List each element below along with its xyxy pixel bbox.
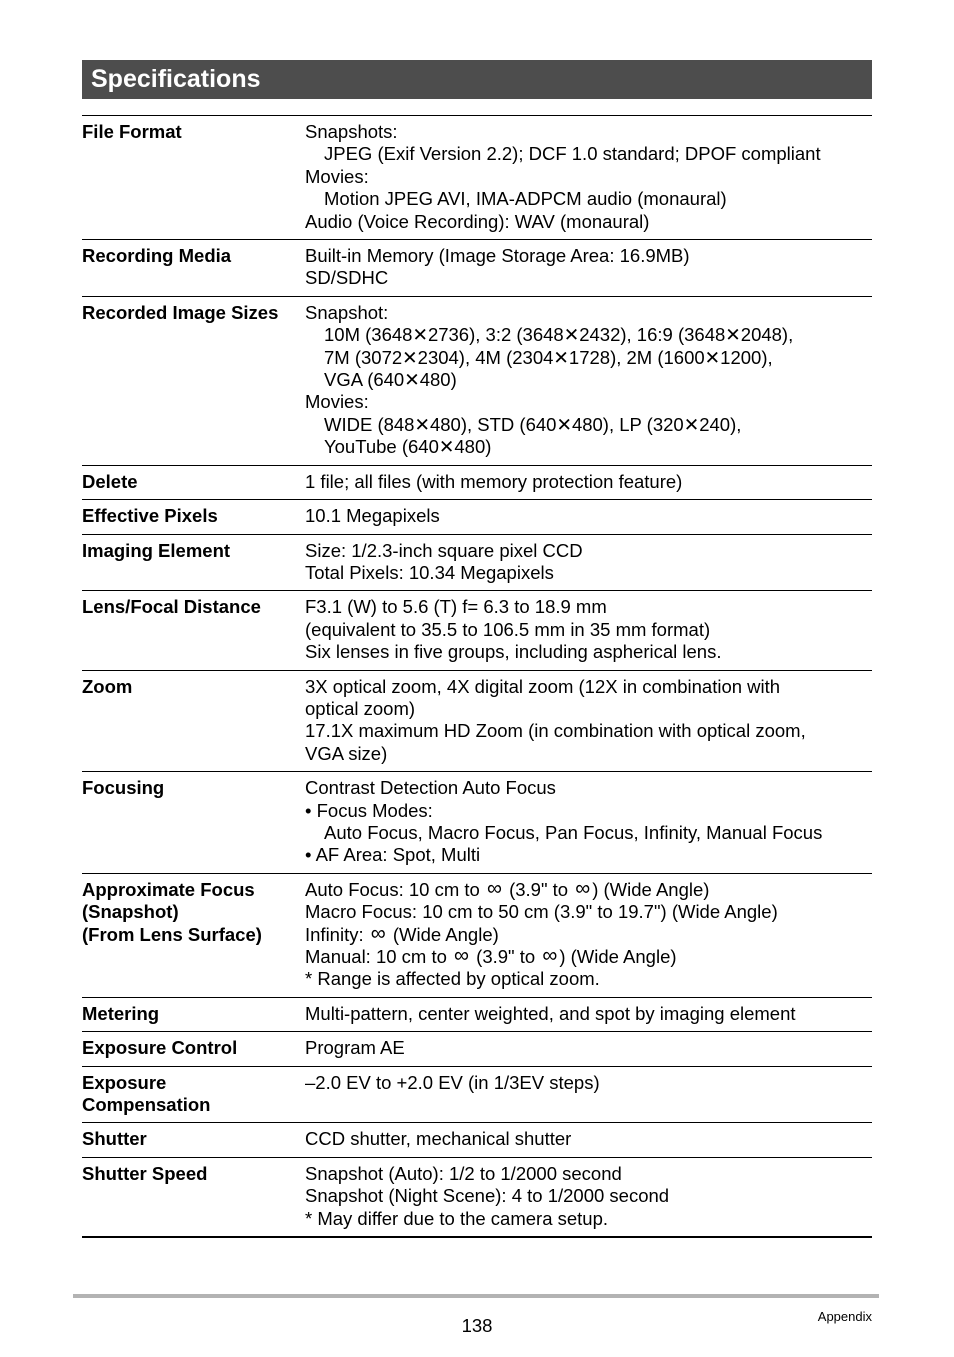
spec-row (82, 771, 872, 873)
spec-value (305, 676, 872, 766)
infinity-symbol: ∞ (454, 944, 470, 967)
spec-label (82, 1128, 305, 1150)
spec-value (305, 1003, 872, 1025)
spec-value (305, 302, 872, 459)
spec-label (82, 1003, 305, 1025)
spec-value-line: 17.1X maximum HD Zoom (in combination with optical zoom, (305, 720, 806, 742)
spec-label-line: Delete (82, 470, 138, 492)
specifications-table (82, 115, 872, 1238)
spec-label (82, 777, 305, 867)
spec-label (82, 879, 305, 991)
spec-value-line: Auto Focus: 10 cm to ∞ (3.9" to ∞ ) (Wide Angle) (305, 876, 710, 900)
spec-value-line: 10.1 Megapixels (305, 505, 440, 527)
spec-value (305, 245, 872, 290)
spec-label-line: Exposure (82, 1071, 167, 1093)
spec-value-line: Auto Focus, Macro Focus, Pan Focus, Infinity, Manual Focus (324, 821, 823, 843)
spec-value (305, 1163, 872, 1230)
spec-row (82, 296, 872, 465)
spec-label (82, 676, 305, 766)
spec-label (82, 505, 305, 527)
page-title: Specifications (91, 65, 261, 93)
spec-value-line: 7M (3072✕2304), 4M (2304✕1728), 2M (1600✕1200), (324, 346, 773, 368)
spec-value-line: Snapshot: (305, 301, 389, 323)
spec-value-line: • AF Area: Spot, Multi (305, 844, 481, 866)
spec-label-line: Recording Media (82, 245, 232, 267)
spec-value-line: SD/SDHC (305, 267, 389, 289)
spec-row (82, 465, 872, 499)
infinity-symbol: ∞ (542, 944, 558, 967)
spec-value-line: Built-in Memory (Image Storage Area: 16.9MB) (305, 245, 690, 267)
spec-value (305, 540, 872, 585)
spec-value-line: • Focus Modes: (305, 799, 433, 821)
spec-label-line: (Snapshot) (82, 901, 179, 923)
spec-row (82, 116, 872, 239)
spec-value-line: optical zoom) (305, 697, 416, 719)
spec-value-line: Six lenses in five groups, including aspherical lens. (305, 641, 722, 663)
spec-value-line: Contrast Detection Auto Focus (305, 777, 556, 799)
spec-label (82, 540, 305, 585)
spec-value-line: YouTube (640✕480) (324, 436, 492, 458)
spec-row (82, 1066, 872, 1123)
spec-row (82, 873, 872, 997)
spec-row (82, 1031, 872, 1065)
spec-label (82, 121, 305, 233)
spec-label-line: Lens/Focal Distance (82, 596, 261, 618)
spec-value-line: Total Pixels: 10.34 Megapixels (305, 561, 554, 583)
spec-label (82, 1037, 305, 1059)
spec-value (305, 876, 872, 991)
spec-value-line: Program AE (305, 1037, 405, 1059)
spec-label (82, 245, 305, 290)
spec-value-line: * May differ due to the camera setup. (305, 1207, 609, 1229)
spec-value (305, 471, 872, 493)
infinity-symbol: ∞ (370, 921, 386, 945)
spec-row (82, 590, 872, 669)
spec-value (305, 596, 872, 663)
spec-value (305, 777, 872, 867)
spec-label-line: (From Lens Surface) (82, 923, 262, 945)
spec-value-line: JPEG (Exif Version 2.2); DCF 1.0 standard; DPOF compliant (324, 143, 821, 165)
spec-value-line: WIDE (848✕480), STD (640✕480), LP (320✕240), (324, 413, 742, 435)
spec-label-line: Effective Pixels (82, 505, 218, 527)
spec-value-line: Audio (Voice Recording): WAV (monaural) (305, 210, 650, 232)
infinity-symbol: ∞ (575, 876, 591, 900)
page-number: 138 (461, 1315, 493, 1336)
section-name: Appendix (817, 1309, 872, 1324)
spec-label (82, 471, 305, 493)
spec-value (305, 505, 872, 527)
spec-value-line: Snapshot (Night Scene): 4 to 1/2000 second (305, 1185, 670, 1207)
spec-value-line: –2.0 EV to +2.0 EV (in 1/3EV steps) (305, 1071, 600, 1093)
spec-value (305, 1072, 872, 1117)
spec-row (82, 239, 872, 296)
spec-label (82, 1163, 305, 1230)
spec-label-line: Recorded Image Sizes (82, 301, 279, 323)
spec-value-line: Movies: (305, 391, 369, 413)
spec-label-line: Shutter Speed (82, 1162, 208, 1184)
spec-value (305, 1037, 872, 1059)
spec-value-line: * Range is affected by optical zoom. (305, 968, 600, 990)
spec-label-line: Approximate Focus (82, 878, 255, 900)
footer-rule (73, 1294, 879, 1298)
spec-value-line: (equivalent to 35.5 to 106.5 mm in 35 mm format) (305, 618, 711, 640)
spec-label-line: Shutter (82, 1128, 147, 1150)
spec-label-line: Focusing (82, 777, 165, 799)
spec-label-line: Compensation (82, 1094, 211, 1116)
spec-label-line: File Format (82, 121, 182, 142)
spec-row (82, 670, 872, 772)
spec-value-line: VGA (640✕480) (324, 369, 457, 391)
title-bar (82, 60, 872, 99)
spec-value-line: Multi-pattern, center weighted, and spot by imaging element (305, 1002, 796, 1024)
spec-label-line: Imaging Element (82, 539, 231, 561)
spec-value-line: F3.1 (W) to 5.6 (T) f= 6.3 to 18.9 mm (305, 596, 607, 618)
spec-label-line: Exposure Control (82, 1037, 238, 1059)
spec-row (82, 499, 872, 533)
spec-value-line: CCD shutter, mechanical shutter (305, 1128, 572, 1150)
spec-row (82, 1157, 872, 1236)
spec-value-line: 3X optical zoom, 4X digital zoom (12X in combination with (305, 675, 781, 697)
spec-value (305, 1128, 872, 1150)
spec-value-line: Snapshots: (305, 121, 398, 142)
spec-value-line: VGA size) (305, 742, 388, 764)
spec-value-line: Motion JPEG AVI, IMA-ADPCM audio (monaural) (324, 188, 727, 210)
spec-label-line: Metering (82, 1002, 160, 1024)
spec-row (82, 534, 872, 591)
spec-value-line: Infinity: ∞ (Wide Angle) (305, 921, 499, 945)
infinity-symbol: ∞ (486, 876, 502, 900)
spec-value-line: Snapshot (Auto): 1/2 to 1/2000 second (305, 1162, 622, 1184)
spec-label (82, 596, 305, 663)
spec-row (82, 1122, 872, 1156)
spec-value-line: 10M (3648✕2736), 3:2 (3648✕2432), 16:9 (3648✕2048), (324, 324, 794, 346)
spec-row (82, 997, 872, 1031)
spec-value-line: Size: 1/2.3-inch square pixel CCD (305, 539, 583, 561)
spec-label (82, 302, 305, 459)
spec-value (305, 121, 872, 233)
spec-value-line: Macro Focus: 10 cm to 50 cm (3.9" to 19.7") (Wide Angle) (305, 901, 778, 923)
spec-value-line: Manual: 10 cm to ∞ (3.9" to ∞ ) (Wide Angle) (305, 944, 677, 967)
spec-label (82, 1072, 305, 1117)
spec-value-line: 1 file; all files (with memory protection feature) (305, 470, 683, 492)
spec-label-line: Zoom (82, 675, 133, 697)
spec-value-line: Movies: (305, 165, 369, 187)
